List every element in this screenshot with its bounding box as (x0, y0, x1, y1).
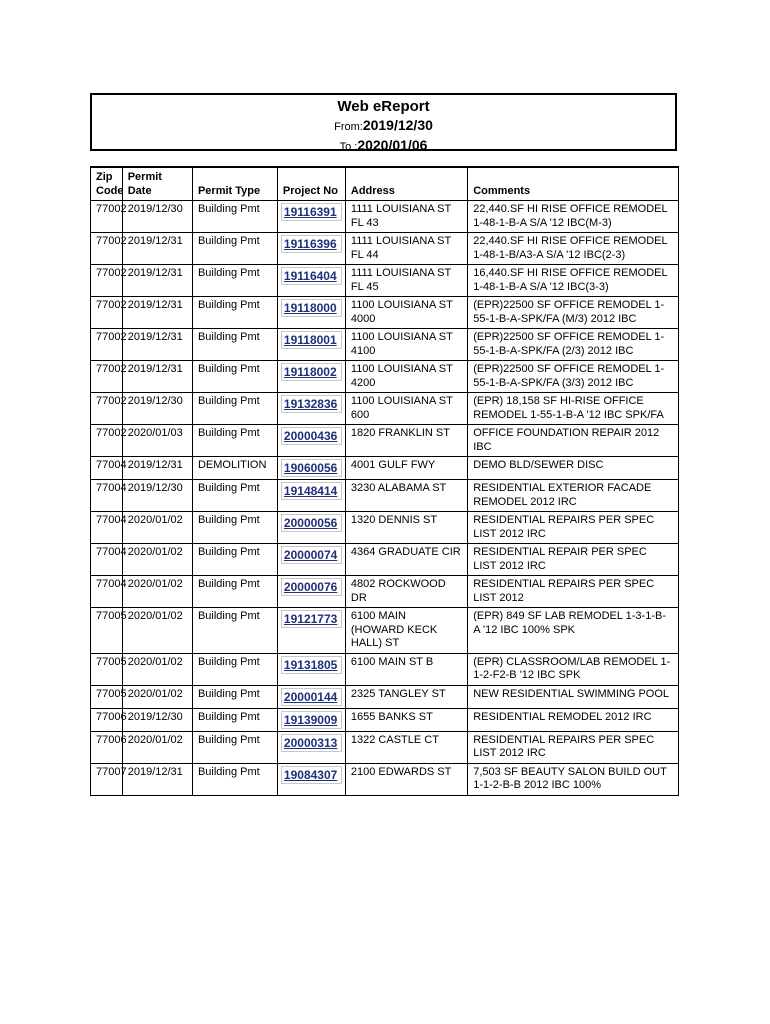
project-no-cell (277, 685, 345, 708)
comments-cell: OFFICE FOUNDATION REPAIR 2012 IBC (468, 425, 679, 457)
project-link[interactable]: 19131805 (281, 656, 342, 674)
permit-type-cell: Building Pmt (192, 708, 277, 731)
address-cell: 1322 CASTLE CT (345, 731, 467, 763)
permit-type-cell: Building Pmt (192, 265, 277, 297)
project-no-cell (277, 233, 345, 265)
permit-type-cell: Building Pmt (192, 329, 277, 361)
project-no-cell (277, 731, 345, 763)
comments-cell: (EPR)22500 SF OFFICE REMODEL 1-55-1-B-A-SPK/FA (2/3) 2012 IBC (468, 329, 679, 361)
project-no-cell (277, 425, 345, 457)
header-permit-type: Permit Type (192, 167, 277, 201)
permit-date-cell: 2020/01/03 (122, 425, 192, 457)
zip-cell: 77004 (91, 544, 123, 576)
permit-type-cell: Building Pmt (192, 608, 277, 654)
project-no-cell (277, 297, 345, 329)
address-cell: 4001 GULF FWY (345, 457, 467, 480)
zip-cell: 77005 (91, 685, 123, 708)
zip-cell: 77002 (91, 265, 123, 297)
to-label: To : (339, 141, 358, 153)
table-row (91, 576, 679, 608)
comments-cell: RESIDENTIAL REPAIRS PER SPEC LIST 2012 (468, 576, 679, 608)
permit-date-cell: 2020/01/02 (122, 608, 192, 654)
comments-cell: 22,440.SF HI RISE OFFICE REMODEL 1-48-1-B-A S/A '12 IBC(M-3) (468, 201, 679, 233)
address-cell: 4802 ROCKWOOD DR (345, 576, 467, 608)
project-link[interactable]: 20000436 (281, 427, 342, 445)
report-header (90, 93, 677, 151)
comments-cell: (EPR) 849 SF LAB REMODEL 1-3-1-B-A '12 IBC 100% SPK (468, 608, 679, 654)
zip-cell: 77005 (91, 608, 123, 654)
address-cell: 1100 LOUISIANA ST 600 (345, 393, 467, 425)
address-cell: 2100 EDWARDS ST (345, 763, 467, 795)
comments-cell: RESIDENTIAL REPAIRS PER SPEC LIST 2012 IRC (468, 731, 679, 763)
zip-cell: 77002 (91, 201, 123, 233)
table-row (91, 708, 679, 731)
address-cell: 1111 LOUISIANA ST FL 43 (345, 201, 467, 233)
permit-type-cell: Building Pmt (192, 297, 277, 329)
project-link[interactable]: 20000074 (281, 546, 342, 564)
address-cell: 6100 MAIN (HOWARD KECK HALL) ST (345, 608, 467, 654)
table-row (91, 544, 679, 576)
permit-date-cell: 2019/12/31 (122, 763, 192, 795)
project-no-cell (277, 608, 345, 654)
project-link[interactable]: 19116396 (281, 235, 342, 253)
project-link[interactable]: 19060056 (281, 459, 342, 477)
project-no-cell (277, 708, 345, 731)
permit-date-cell: 2019/12/30 (122, 201, 192, 233)
to-date: 2020/01/06 (357, 137, 428, 153)
table-row (91, 201, 679, 233)
header-project-no: Project No (277, 167, 345, 201)
project-no-cell (277, 653, 345, 685)
header-zip-code: Zip Code (91, 167, 123, 201)
address-cell: 1655 BANKS ST (345, 708, 467, 731)
report-title: Web eReport (337, 98, 430, 115)
comments-cell: DEMO BLD/SEWER DISC (468, 457, 679, 480)
zip-cell: 77007 (91, 763, 123, 795)
address-cell: 3230 ALABAMA ST (345, 480, 467, 512)
table-row (91, 361, 679, 393)
project-link[interactable]: 20000313 (281, 734, 342, 752)
zip-cell: 77004 (91, 576, 123, 608)
address-cell: 1111 LOUISIANA ST FL 45 (345, 265, 467, 297)
project-no-cell (277, 201, 345, 233)
table-row (91, 763, 679, 795)
permit-date-cell: 2019/12/31 (122, 329, 192, 361)
permit-date-cell: 2020/01/02 (122, 731, 192, 763)
comments-cell: NEW RESIDENTIAL SWIMMING POOL (468, 685, 679, 708)
project-link[interactable]: 19139009 (281, 711, 342, 729)
zip-cell: 77004 (91, 457, 123, 480)
comments-cell: 7,503 SF BEAUTY SALON BUILD OUT 1-1-2-B-B 2012 IBC 100% (468, 763, 679, 795)
table-row (91, 329, 679, 361)
permit-date-cell: 2020/01/02 (122, 685, 192, 708)
project-no-cell (277, 576, 345, 608)
table-row (91, 608, 679, 654)
header-comments: Comments (468, 167, 679, 201)
project-no-cell (277, 329, 345, 361)
project-no-cell (277, 393, 345, 425)
permit-type-cell: Building Pmt (192, 201, 277, 233)
permit-type-cell: Building Pmt (192, 763, 277, 795)
project-no-cell (277, 512, 345, 544)
table-header-row (91, 167, 679, 201)
permit-type-cell: Building Pmt (192, 425, 277, 457)
project-no-cell (277, 480, 345, 512)
from-date: 2019/12/30 (362, 117, 433, 133)
from-label: From: (334, 121, 363, 133)
address-cell: 1100 LOUISIANA ST 4200 (345, 361, 467, 393)
zip-cell: 77004 (91, 512, 123, 544)
zip-cell: 77002 (91, 393, 123, 425)
permit-date-cell: 2020/01/02 (122, 653, 192, 685)
header-address: Address (345, 167, 467, 201)
to-line (92, 136, 675, 156)
permit-date-cell: 2019/12/31 (122, 233, 192, 265)
project-no-cell (277, 544, 345, 576)
table-row (91, 512, 679, 544)
comments-cell: RESIDENTIAL REMODEL 2012 IRC (468, 708, 679, 731)
table-row (91, 685, 679, 708)
permit-date-cell: 2019/12/30 (122, 480, 192, 512)
permit-type-cell: Building Pmt (192, 512, 277, 544)
project-link[interactable]: 19084307 (281, 766, 342, 784)
permit-date-cell: 2019/12/31 (122, 297, 192, 329)
table-row (91, 265, 679, 297)
comments-cell: (EPR) 18,158 SF HI-RISE OFFICE REMODEL 1-55-1-B-A '12 IBC SPK/FA (468, 393, 679, 425)
permit-date-cell: 2020/01/02 (122, 512, 192, 544)
permit-date-cell: 2019/12/31 (122, 457, 192, 480)
address-cell: 1111 LOUISIANA ST FL 44 (345, 233, 467, 265)
permit-date-cell: 2020/01/02 (122, 576, 192, 608)
address-cell: 1820 FRANKLIN ST (345, 425, 467, 457)
from-line (92, 116, 675, 136)
permit-type-cell: Building Pmt (192, 233, 277, 265)
permit-type-cell: Building Pmt (192, 480, 277, 512)
project-no-cell (277, 457, 345, 480)
project-link[interactable]: 19116391 (281, 203, 342, 221)
table-row (91, 297, 679, 329)
permit-date-cell: 2020/01/02 (122, 544, 192, 576)
project-link[interactable]: 19116404 (281, 267, 342, 285)
project-link[interactable]: 20000076 (281, 578, 342, 596)
project-no-cell (277, 763, 345, 795)
address-cell: 4364 GRADUATE CIR (345, 544, 467, 576)
address-cell: 6100 MAIN ST B (345, 653, 467, 685)
table-row (91, 653, 679, 685)
zip-cell: 77002 (91, 329, 123, 361)
permit-type-cell: DEMOLITION (192, 457, 277, 480)
table-row (91, 425, 679, 457)
zip-cell: 77006 (91, 708, 123, 731)
comments-cell: (EPR)22500 SF OFFICE REMODEL 1-55-1-B-A-SPK/FA (3/3) 2012 IBC (468, 361, 679, 393)
permit-date-cell: 2019/12/31 (122, 265, 192, 297)
project-no-cell (277, 265, 345, 297)
zip-cell: 77004 (91, 480, 123, 512)
permit-date-cell: 2019/12/30 (122, 393, 192, 425)
permit-type-cell: Building Pmt (192, 544, 277, 576)
table-row (91, 731, 679, 763)
address-cell: 1320 DENNIS ST (345, 512, 467, 544)
table-row (91, 393, 679, 425)
comments-cell: (EPR)22500 SF OFFICE REMODEL 1-55-1-B-A-SPK/FA (M/3) 2012 IBC (468, 297, 679, 329)
permit-date-cell: 2019/12/31 (122, 361, 192, 393)
comments-cell: RESIDENTIAL REPAIRS PER SPEC LIST 2012 IRC (468, 512, 679, 544)
project-link[interactable]: 20000056 (281, 514, 342, 532)
permit-type-cell: Building Pmt (192, 731, 277, 763)
table-row (91, 233, 679, 265)
zip-cell: 77006 (91, 731, 123, 763)
project-link[interactable]: 19148414 (281, 482, 342, 500)
permit-type-cell: Building Pmt (192, 653, 277, 685)
permit-type-cell: Building Pmt (192, 393, 277, 425)
project-link[interactable]: 19132836 (281, 395, 342, 413)
comments-cell: 16,440.SF HI RISE OFFICE REMODEL 1-48-1-B-A S/A '12 IBC(3-3) (468, 265, 679, 297)
project-link[interactable]: 19118002 (281, 363, 342, 381)
address-cell: 1100 LOUISIANA ST 4100 (345, 329, 467, 361)
zip-cell: 77002 (91, 297, 123, 329)
permit-type-cell: Building Pmt (192, 361, 277, 393)
permits-table-body (91, 201, 679, 796)
comments-cell: RESIDENTIAL REPAIR PER SPEC LIST 2012 IRC (468, 544, 679, 576)
table-row (91, 457, 679, 480)
project-link[interactable]: 20000144 (281, 688, 342, 706)
address-cell: 2325 TANGLEY ST (345, 685, 467, 708)
zip-cell: 77005 (91, 653, 123, 685)
zip-cell: 77002 (91, 233, 123, 265)
project-link[interactable]: 19121773 (281, 610, 342, 628)
comments-cell: RESIDENTIAL EXTERIOR FACADE REMODEL 2012 IRC (468, 480, 679, 512)
permit-type-cell: Building Pmt (192, 576, 277, 608)
zip-cell: 77002 (91, 361, 123, 393)
table-row (91, 480, 679, 512)
project-link[interactable]: 19118001 (281, 331, 342, 349)
comments-cell: (EPR) CLASSROOM/LAB REMODEL 1-1-2-F2-B '12 IBC SPK (468, 653, 679, 685)
address-cell: 1100 LOUISIANA ST 4000 (345, 297, 467, 329)
project-no-cell (277, 361, 345, 393)
comments-cell: 22,440.SF HI RISE OFFICE REMODEL 1-48-1-B/A3-A S/A '12 IBC(2-3) (468, 233, 679, 265)
zip-cell: 77002 (91, 425, 123, 457)
permit-date-cell: 2019/12/30 (122, 708, 192, 731)
permit-type-cell: Building Pmt (192, 685, 277, 708)
header-permit-date: Permit Date (122, 167, 192, 201)
project-link[interactable]: 19118000 (281, 299, 342, 317)
permits-table (90, 166, 679, 796)
